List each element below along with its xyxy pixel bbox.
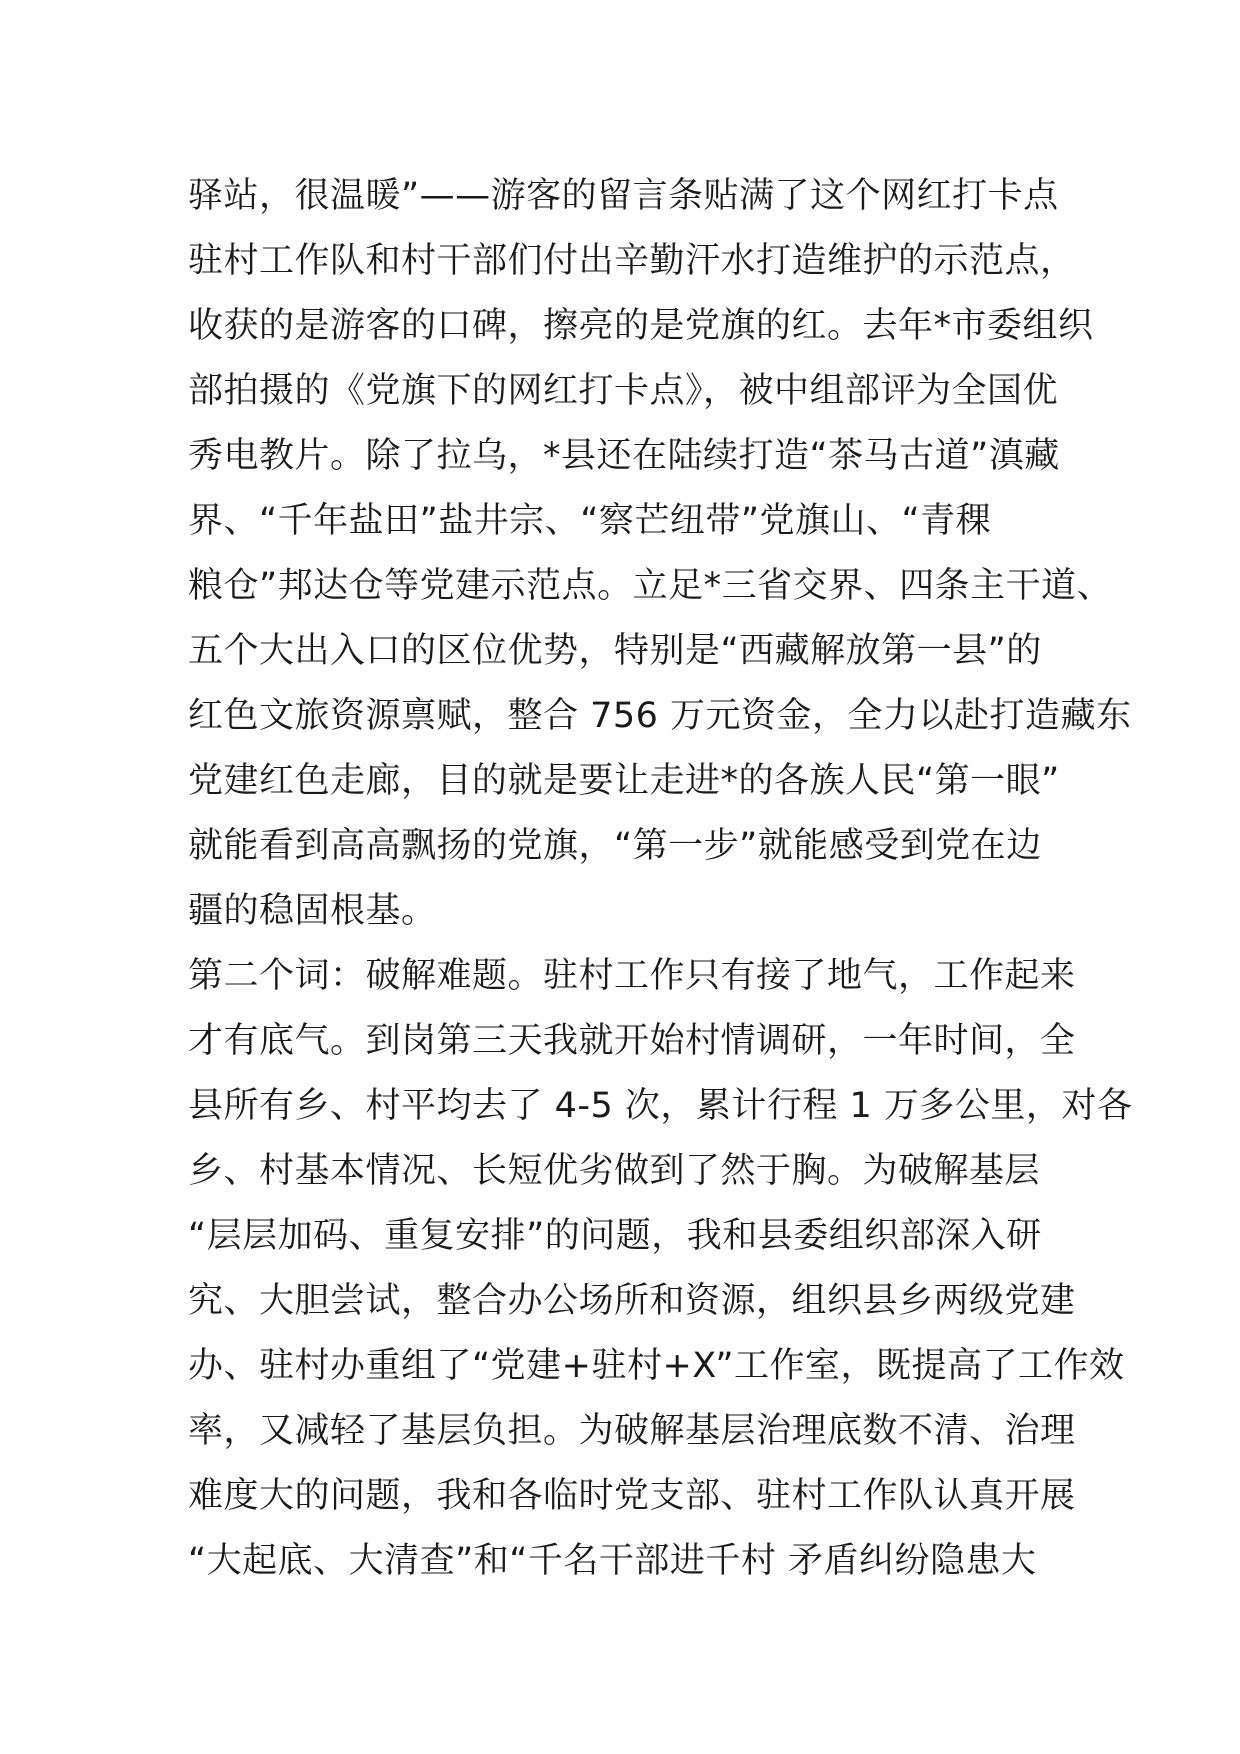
- text-line: 粮仓”邦达仓等党建示范点。立足*三省交界、四条主干道、: [188, 566, 1113, 606]
- text-line: 疆的稳固根基。: [188, 891, 437, 931]
- text-line: 办、驻村办重组了“党建+驻村+X”工作室，既提高了工作效: [188, 1346, 1125, 1386]
- text-line: 党建红色走廊，目的就是要让走进*的各族人民“第一眼”: [188, 761, 1060, 801]
- text-line: 率，又减轻了基层负担。为破解基层治理底数不清、治理: [188, 1411, 1076, 1451]
- text-line: 究、大胆尝试，整合办公场所和资源，组织县乡两级党建: [188, 1281, 1076, 1321]
- text-line: 红色文旅资源禀赋，整合 756 万元资金，全力以赴打造藏东: [188, 696, 1132, 736]
- text-line: 驻村工作队和村干部们付出辛勤汗水打造维护的示范点，: [188, 241, 1076, 281]
- text-line: 五个大出入口的区位优势，特别是“西藏解放第一县”的: [188, 631, 1042, 671]
- text-line: 收获的是游客的口碑，擦亮的是党旗的红。去年*市委组织: [188, 306, 1094, 346]
- text-line: 第二个词：破解难题。驻村工作只有接了地气，工作起来: [188, 956, 1076, 996]
- text-line: 驿站，很温暖”——游客的留言条贴满了这个网红打卡点: [188, 176, 1059, 216]
- text-line: 界、“千年盐田”盐井宗、“察芒纽带”党旗山、“青稞: [188, 501, 992, 541]
- text-line: 就能看到高高飘扬的党旗，“第一步”就能感受到党在边: [188, 826, 1042, 866]
- text-line: 才有底气。到岗第三天我就开始村情调研，一年时间，全: [188, 1021, 1076, 1061]
- text-line: 乡、村基本情况、长短优劣做到了然于胸。为破解基层: [188, 1151, 1041, 1191]
- body-text: [188, 164, 1133, 1594]
- text-line: “层层加码、重复安排”的问题，我和县委组织部深入研: [188, 1216, 1042, 1256]
- text-line: 县所有乡、村平均去了 4-5 次，累计行程 1 万多公里，对各: [188, 1086, 1133, 1126]
- text-line: 秀电教片。除了拉乌，*县还在陆续打造“茶马古道”滇藏: [188, 436, 1060, 476]
- text-line: 部拍摄的《党旗下的网红打卡点》，被中组部评为全国优: [188, 371, 1059, 411]
- text-line: “大起底、大清查”和“千名干部进千村 矛盾纠纷隐患大: [188, 1541, 1037, 1581]
- text-line: 难度大的问题，我和各临时党支部、驻村工作队认真开展: [188, 1476, 1076, 1516]
